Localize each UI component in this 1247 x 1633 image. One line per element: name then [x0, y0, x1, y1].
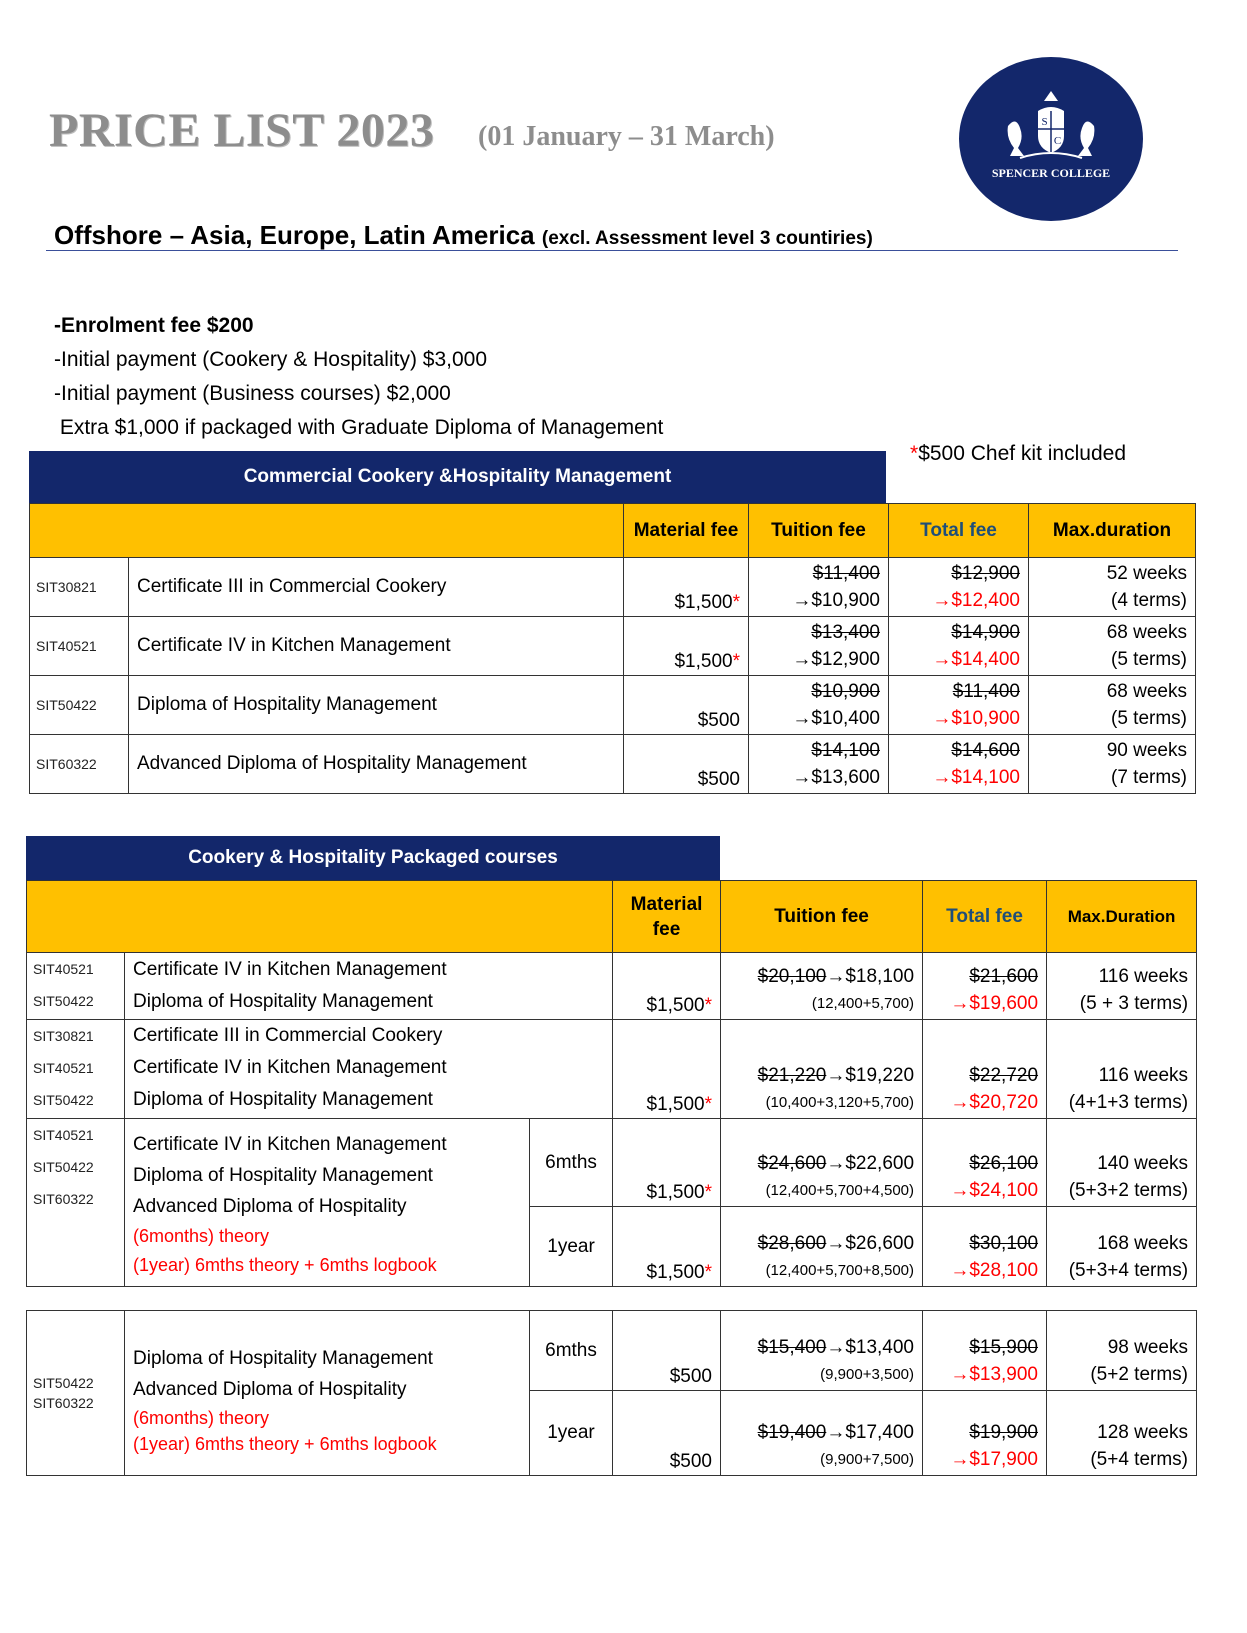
course-name: Certificate III in Commercial Cookery: [129, 558, 624, 617]
total-fee: $22,720 →$20,720: [923, 1020, 1047, 1119]
max-duration: 116 weeks (5 + 3 terms): [1047, 953, 1197, 1020]
initial-payment-cookery: -Initial payment (Cookery & Hospitality) $3,000: [54, 348, 488, 371]
material-fee: $1,500*: [613, 1207, 721, 1287]
header-material-fee: Material fee: [624, 504, 749, 558]
region-exclusion: (excl. Assessment level 3 countiries): [541, 228, 873, 249]
total-fee: $19,900 →$17,900: [923, 1391, 1047, 1476]
material-fee: $1,500*: [613, 1119, 721, 1207]
logo-text: SPENCER COLLEGE: [991, 166, 1111, 180]
course-code: SIT50422: [30, 676, 129, 735]
tuition-fee: $11,400 →$10,900: [749, 558, 889, 617]
course-codes: SIT30821 SIT40521 SIT50422: [27, 1020, 125, 1119]
enrolment-fee: -Enrolment fee $200: [54, 314, 254, 337]
table-row: [27, 1119, 1197, 1207]
course-name: Certificate IV in Kitchen Management: [129, 617, 624, 676]
tuition-fee: $14,100 →$13,600: [749, 735, 889, 794]
table-row: [27, 1311, 1197, 1391]
period-1year: 1year: [530, 1207, 613, 1287]
table2-header-blank: [27, 881, 613, 953]
material-fee: $500: [624, 735, 749, 794]
period-6mths: 6mths: [530, 1311, 613, 1391]
max-duration: 140 weeks (5+3+2 terms): [1047, 1119, 1197, 1207]
material-fee: $500: [624, 676, 749, 735]
period-6mths: 6mths: [530, 1119, 613, 1207]
material-fee: $500: [613, 1311, 721, 1391]
logo-letter-s: S: [1041, 116, 1048, 128]
table-row: [30, 735, 1196, 794]
max-duration: 68 weeks (5 terms): [1029, 676, 1196, 735]
table-row: [30, 558, 1196, 617]
table2-header-row: [27, 881, 1197, 953]
header-max-duration: Max.duration: [1029, 504, 1196, 558]
tuition-fee: $15,400→$13,400 (9,900+3,500): [721, 1311, 923, 1391]
tuition-fee: $28,600→$26,600 (12,400+5,700+8,500): [721, 1207, 923, 1287]
initial-payment-business: -Initial payment (Business courses) $2,000: [54, 382, 451, 405]
tuition-fee: $19,400→$17,400 (9,900+7,500): [721, 1391, 923, 1476]
total-fee: $11,400 →$10,900: [889, 676, 1029, 735]
college-logo: [958, 56, 1144, 223]
table-row: [27, 1020, 1197, 1119]
total-fee: $30,100 →$28,100: [923, 1207, 1047, 1287]
total-fee: $15,900 →$13,900: [923, 1311, 1047, 1391]
region-heading: [54, 220, 873, 251]
course-names: Certificate IV in Kitchen Management Diploma of Hospitality Management Advanced Diploma of Hospitality (6months) theory (1year) 6mths theory + 6mths logbook: [125, 1119, 530, 1287]
header-total-fee: Total fee: [923, 881, 1047, 953]
max-duration: 52 weeks (4 terms): [1029, 558, 1196, 617]
tuition-fee: $20,100→$18,100 (12,400+5,700): [721, 953, 923, 1020]
period-1year: 1year: [530, 1391, 613, 1476]
table2: [26, 880, 1197, 1287]
region-title: Offshore – Asia, Europe, Latin America: [54, 220, 535, 250]
table1: [29, 503, 1196, 794]
header-tuition-fee: Tuition fee: [749, 504, 889, 558]
total-fee: $21,600 →$19,600: [923, 953, 1047, 1020]
table1-title: Commercial Cookery &Hospitality Management: [29, 451, 886, 503]
course-code: SIT60322: [30, 735, 129, 794]
tuition-fee: $13,400 →$12,900: [749, 617, 889, 676]
course-codes: SIT50422 SIT60322: [27, 1311, 125, 1476]
region-divider: [46, 250, 1178, 251]
logo-letter-c: C: [1053, 135, 1062, 147]
max-duration: 68 weeks (5 terms): [1029, 617, 1196, 676]
material-fee: $1,500*: [613, 953, 721, 1020]
total-fee: $26,100 →$24,100: [923, 1119, 1047, 1207]
course-name: Advanced Diploma of Hospitality Management: [129, 735, 624, 794]
extra-fee-note: Extra $1,000 if packaged with Graduate Diploma of Management: [54, 416, 664, 439]
table3: [26, 1310, 1197, 1476]
max-duration: 98 weeks (5+2 terms): [1047, 1311, 1197, 1391]
course-names: Diploma of Hospitality Management Advanced Diploma of Hospitality (6months) theory (1year) 6mths theory + 6mths logbook: [125, 1311, 530, 1476]
material-fee: $1,500*: [624, 617, 749, 676]
tuition-fee: $21,220→$19,220 (10,400+3,120+5,700): [721, 1020, 923, 1119]
material-fee: $1,500*: [624, 558, 749, 617]
course-codes: SIT40521 SIT50422 SIT60322: [27, 1119, 125, 1287]
max-duration: 168 weeks (5+3+4 terms): [1047, 1207, 1197, 1287]
course-code: SIT30821: [30, 558, 129, 617]
course-names: Certificate IV in Kitchen Management Diploma of Hospitality Management: [125, 953, 613, 1020]
chef-kit-note: *$500 Chef kit included: [910, 442, 1126, 465]
tuition-fee: $24,600→$22,600 (12,400+5,700+4,500): [721, 1119, 923, 1207]
total-fee: $14,600 →$14,100: [889, 735, 1029, 794]
table-row: [30, 676, 1196, 735]
total-fee: $14,900 →$14,400: [889, 617, 1029, 676]
course-codes: SIT40521 SIT50422: [27, 953, 125, 1020]
header-material-fee: Material fee: [613, 881, 721, 953]
total-fee: $12,900 →$12,400: [889, 558, 1029, 617]
table-row: [30, 617, 1196, 676]
max-duration: 90 weeks (7 terms): [1029, 735, 1196, 794]
material-fee: $1,500*: [613, 1020, 721, 1119]
header-total-fee: Total fee: [889, 504, 1029, 558]
page-title: PRICE LIST 2023: [49, 104, 435, 157]
material-fee: $500: [613, 1391, 721, 1476]
table1-header-blank: [30, 504, 624, 558]
tuition-fee: $10,900 →$10,400: [749, 676, 889, 735]
date-range: (01 January – 31 March): [478, 121, 775, 152]
table-row: [27, 953, 1197, 1020]
table2-title: Cookery & Hospitality Packaged courses: [26, 836, 720, 880]
course-name: Diploma of Hospitality Management: [129, 676, 624, 735]
header-tuition-fee: Tuition fee: [721, 881, 923, 953]
table1-header-row: [30, 504, 1196, 558]
max-duration: 128 weeks (5+4 terms): [1047, 1391, 1197, 1476]
course-names: Certificate III in Commercial Cookery Certificate IV in Kitchen Management Diploma of Hospitality Management: [125, 1020, 613, 1119]
max-duration: 116 weeks (4+1+3 terms): [1047, 1020, 1197, 1119]
header-max-duration: Max.Duration: [1047, 881, 1197, 953]
course-code: SIT40521: [30, 617, 129, 676]
fee-notes: [54, 309, 663, 445]
